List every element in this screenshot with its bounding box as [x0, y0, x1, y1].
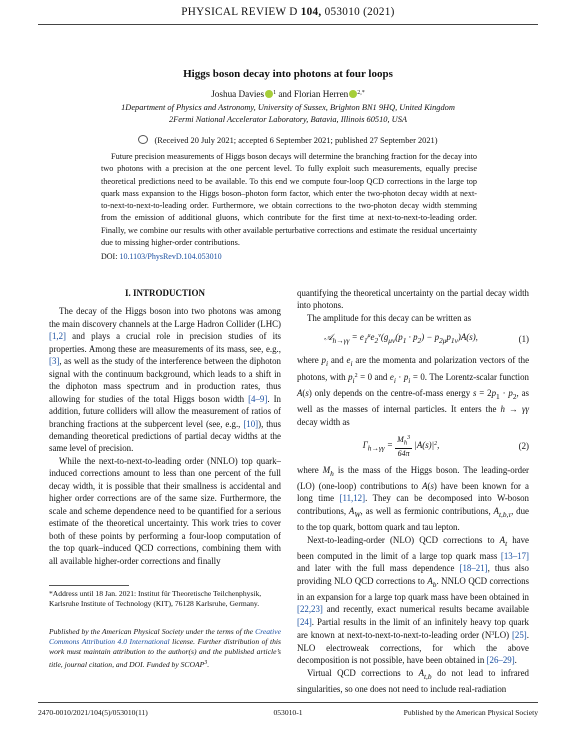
- paragraph: While the next-to-next-to-leading order (NNLO) top quark–induced corrections amount to less than one percent of the full decay width, it is possible that their smallness is accidental and higher order corrections are of the same size. Furthermore, the scale and scheme dependence need to be quantified for a serious estimate of the theoretical uncertainty. This work tries to cover both of these points by performing a four-loop computation of the top quark–induced QCD corrections, combining them with all available higher-order corrections and finally: [49, 455, 281, 566]
- orcid-icon[interactable]: [265, 90, 273, 98]
- paragraph: quantifying the theoretical uncertainty on the partial decay width into photons.: [297, 288, 529, 311]
- author-affil-marker: 1: [273, 90, 277, 96]
- journal-name: PHYSICAL REVIEW D: [181, 6, 298, 18]
- footer-publisher: Published by the American Physical Society: [403, 708, 538, 717]
- paper-title: Higgs boson decay into photons at four loops: [183, 68, 393, 80]
- affiliation: 1Department of Physics and Astronomy, University of Sussex, Brighton BN1 9HQ, United Kingdom: [121, 103, 455, 112]
- doi-link[interactable]: 10.1103/PhysRevD.104.053010: [119, 252, 222, 261]
- citation-link[interactable]: [26–29]: [486, 655, 515, 666]
- paragraph: Next-to-leading-order (NLO) QCD corrections to $A_t$ have been computed in the limit of a large top quark mass [13–17] and later with the full mass dependence [18–21], thus also providing NLO QCD corrections to $A_b$. NNLO QCD corrections in an expansion for a large top quark mass have been obtained in [22,23] and recently, exact numerical results became available [24]. Partial results in the limit of an infinitely heavy top quark are known at next-to-next-to-next-to-leading order $(N^3LO)$ [25]. NLO electroweak corrections, for which the above decomposition is not possible, have been obtained in [26–29].: [297, 534, 529, 666]
- citation-link[interactable]: [3]: [49, 356, 60, 367]
- affiliation: 2Fermi National Accelerator Laboratory, Batavia, Illinois 60510, USA: [168, 115, 408, 124]
- paragraph: The decay of the Higgs boson into two photons was among the main discovery channels at the Large Hadron Collider (LHC) [1,2] and plays a crucial role in precision studies of its properties. Among these are measurements of its mass, see, e.g., [3], as well as the study of the interference between the diphoton signal with the continuum background, which leads to a shift in the diphoton mass spectrum and in production rates, thus allowing for studies of the total Higgs boson width [4–9]. In addition, future colliders will allow the measurement of ratios of branching fractions at the subpercent level (see, e.g., [10]), thus demanding theoretical predictions of partial decay widths at the same level of precision.: [49, 306, 282, 454]
- left-column: [49, 287, 281, 567]
- article-number: 053010 (2021): [324, 6, 395, 18]
- license-text: .: [207, 659, 210, 669]
- abstract: Future precision measurements of Higgs boson decays will determine the branching fraction for the decay into two photons with a precision at the one percent level. To fully exploit such measurements, equally precise theoretical predictions need to be available. To this end we compute four-loop QCD corrections in the large top quark mass expansion to the Higgs boson–photon form factor, which enter the two-photon decay width at next-to-next-to-next-to-leading order. Furthermore, we obtain corrections to the two-photon decay width stemming from the emission of additional gluons, which contribute for the first time at next-to-next-to-leading order. Finally, we combine our results with other available perturbative corrections and estimate the residual uncertainty due to missing higher-order contributions.: [101, 152, 477, 248]
- license-note: [49, 627, 281, 670]
- citation-link[interactable]: [25]: [511, 630, 527, 641]
- equation-1: 𝒜$_{h\to\gamma\gamma}$ = $e_1^\mu e_2^\nu(g_{\mu\nu}(p_1 \cdot p_2) - p_{2\mu}p_{1\nu})A(s)$, (1): [324, 332, 529, 346]
- license-text: Published by the American Physical Society under the terms of the: [49, 627, 256, 636]
- right-column: [297, 287, 529, 695]
- open-access-icon: [138, 135, 148, 144]
- license-text: license. Further distribution of this work must maintain attribution to the author(s) and the published article’s title, journal citation, and DOI. Funded by SCOAP: [49, 637, 281, 669]
- footnote-address: *Address until 18 Jan. 2021: Institut für Theoretische Teilchenphysik, Karlsruhe Institute of Technology (KIT), 76128 Karlsruhe, Germany.: [49, 589, 262, 609]
- author-conjunction: and: [278, 89, 292, 99]
- citation-link[interactable]: [22,23]: [297, 604, 323, 615]
- paragraph: Virtual QCD corrections to $A_{t,b}$ do not lead to infrared singularities, so one does not need to include real-radiation: [297, 667, 529, 694]
- equation-2: $\Gamma_{h\to\gamma\gamma}$ = $\frac{M_h^3}{64\pi}$ $|A(s)|^2$, (2): [362, 435, 529, 458]
- doi-label: DOI:: [101, 252, 118, 261]
- section-heading: I. INTRODUCTION: [124, 288, 205, 298]
- author-name[interactable]: Joshua Davies: [211, 89, 265, 99]
- footnote-rule: [49, 585, 129, 586]
- paragraph: where $p_i$ and $e_i$ are the momenta and polarization vectors of the photons, with $p_i^2 = 0$ and $e_i \cdot p_i = 0$. The Lorentz-scalar function A(s) only depends on the centre-of-mass energy $s = 2p_1 \cdot p_2$, as well as the masses of internal particles. It enters the h → γγ decay width as: [297, 354, 530, 427]
- citation-link[interactable]: [10]: [243, 418, 259, 429]
- paragraph: The amplitude for this decay can be written as: [307, 312, 472, 323]
- citation-link[interactable]: [13–17]: [500, 550, 529, 561]
- citation-link[interactable]: [4–9]: [248, 393, 268, 404]
- footer-rule: [38, 702, 538, 703]
- header-rule: [38, 24, 538, 25]
- footer-issn: 2470-0010/2021/104(5)/053010(11): [38, 708, 148, 717]
- author-name[interactable]: Florian Herren: [293, 89, 349, 99]
- author-affil-marker: 2,*: [357, 90, 365, 96]
- citation-link[interactable]: [18–21]: [459, 563, 488, 574]
- license-link[interactable]: Creative Commons Attribution 4.0 International: [49, 627, 281, 647]
- journal-volume: 104,: [300, 6, 322, 18]
- citation-link[interactable]: [24]: [297, 616, 312, 627]
- citation-link[interactable]: [1,2]: [49, 331, 67, 342]
- scoap-sup: 3: [204, 659, 208, 666]
- received-dates: [0, 135, 576, 145]
- paragraph: where $M_h$ is the mass of the Higgs boson. The leading-order (LO) (one-loop) contributions to A(s) have been known for a long time [11,12]. They can be decomposed into W-boson contributions, $A_W$, as well as fermionic contributions, $A_{t,b,\tau}$, due to the top quark, bottom quark and tau lepton.: [297, 464, 529, 533]
- received-text: (Received 20 July 2021; accepted 6 September 2021; published 27 September 2021): [154, 136, 438, 145]
- running-header: [0, 6, 576, 18]
- citation-link[interactable]: [11,12]: [339, 493, 366, 504]
- footer-page: 053010-1: [273, 708, 303, 717]
- doi-line: [101, 252, 222, 261]
- author-line: [0, 89, 576, 99]
